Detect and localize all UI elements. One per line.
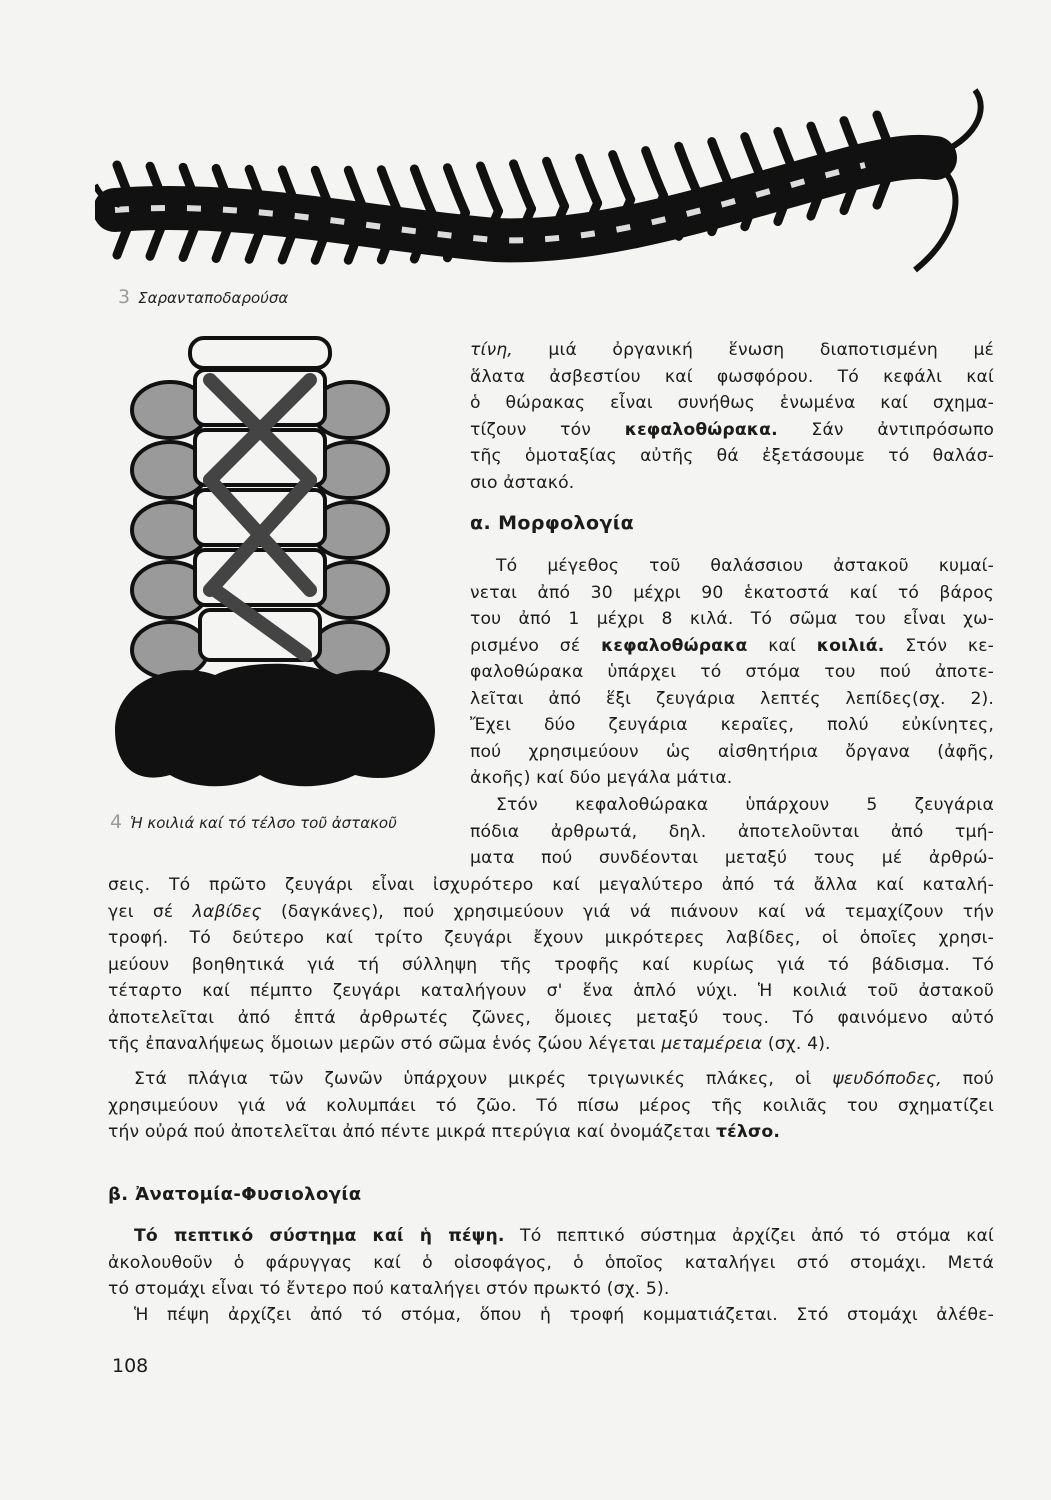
text-run: Στόν κεφαλοθώρακα ὑπάρχουν 5 ζευγάρια [496, 795, 994, 815]
centipede-leg [547, 161, 565, 206]
section-a-paragraph-2-wide [108, 872, 994, 1058]
text-run: τό στομάχι εἶναι τό ἔντερο πού καταλήγει στόν πρωκτό (σχ. 5). [108, 1279, 670, 1299]
text-run: Στόν κε- [884, 635, 994, 656]
text-line [108, 1223, 994, 1250]
text-line [108, 925, 994, 952]
text-line [470, 686, 994, 713]
text-line [108, 872, 994, 899]
section-b-paragraph-1 [108, 1223, 994, 1303]
text-run: Σάν ἀντιπρόσωπο [777, 419, 994, 440]
text-line [108, 1119, 994, 1146]
text-line [108, 978, 994, 1005]
text-run: Ἡ πέψη ἀρχίζει ἀπό τό στόμα, ὅπου ἡ τροφή κομματιάζεται. Στό στομάχι ἀλέθε- [134, 1305, 994, 1325]
text-run: νεται ἀπό 30 μέχρι 90 ἑκατοστά καί τό βάρος [470, 582, 994, 603]
section-a-paragraph-3 [108, 1066, 994, 1146]
text-run: πού [941, 1069, 994, 1089]
text-line [108, 1250, 994, 1277]
text-run: τῆς ἐπαναλήψεως ὅμοιων μερῶν στό σῶμα ἑνός ζώου λέγεται [108, 1034, 662, 1054]
text-run: ἀκολουθοῦν ὁ φάρυγγας καί ὁ οἰσοφάγος, ὁ ὁποῖος καταλήγει στό στομάχι. Μετά [108, 1252, 994, 1273]
text-run: ματα πού συνδέονται μεταξύ τους μέ ἀρθρώ- [470, 848, 994, 868]
text-line [108, 1066, 994, 1093]
text-line [108, 1031, 994, 1058]
text-run: καί [747, 635, 817, 656]
text-run: Τό πεπτικό σύστημα ἀρχίζει ἀπό τό στόμα καί [504, 1226, 994, 1246]
text-line [108, 1276, 994, 1303]
text-run: Στά πλάγια τῶν ζωνῶν ὑπάρχουν μικρές τριγωνικές πλάκες, οἱ [134, 1069, 833, 1089]
lobster-abdomen-illustration [95, 330, 455, 800]
centipede-leg [712, 142, 730, 187]
centipede-leg [514, 164, 532, 209]
intro-paragraph [470, 337, 994, 496]
text-run: του ἀπό 1 μέχρι 8 κιλά. Τό σῶμα του εἶναι χω- [470, 609, 994, 629]
text-run: Ἔχει δύο ζευγάρια κεραῖες, πολύ εὐκίνητες, [470, 715, 994, 735]
intro-line [470, 470, 994, 497]
intro-line [470, 417, 994, 444]
text-bold: Τό πεπτικό σύστημα καί ἡ πέψη. [134, 1226, 505, 1246]
centipede-leg [480, 166, 498, 211]
text-run: μιά ὀργανική ἕνωση διαποτισμένη μέ [512, 340, 994, 360]
intro-line [470, 364, 994, 391]
text-line [470, 845, 994, 872]
figure-3-caption-text: Σαρανταποδαρούσα [138, 289, 289, 307]
text-bold: κεφαλοθώρακα [601, 635, 748, 656]
text-run: φαλοθώρακα ὑπάρχει τό στόμα του πού ἀποτε- [470, 662, 994, 682]
text-run: χρησιμεύουν γιά νά κολυμπάει τό ζῶο. Τό πίσω μέρος τῆς κοιλιᾶς του σχηματίζει [108, 1095, 994, 1116]
section-a-paragraph-1 [470, 553, 994, 792]
centipede-illustration [95, 70, 1000, 305]
intro-line [470, 443, 994, 470]
text-line [470, 739, 994, 766]
text-run: ἀποτελεῖται ἀπό ἑπτά ἀρθρωτές ζῶνες, ὅμοιες μεταξύ τους. Τό φαινόμενο αὐτό [108, 1007, 994, 1028]
figure-4-number: 4 [110, 811, 123, 833]
text-line [470, 712, 994, 739]
text-run: σεις. Τό πρῶτο ζευγάρι εἶναι ἰσχυρότερο καί μεγαλύτερο ἀπό τά ἄλλα καί καταλή- [108, 875, 994, 895]
text-run: τροφή. Τό δεύτερο καί τρίτο ζευγάρι ἔχουν μικρότερες λαβίδες, οἱ ὁποῖες χρησι- [108, 928, 994, 948]
text-italic: μεταμέρεια [661, 1034, 763, 1054]
text-run: μεύουν βοηθητικά γιά τή σύλληψη τῆς τροφῆς καί κυρίως γιά τό βάδισμα. Τό [108, 954, 994, 975]
text-line [108, 1005, 994, 1032]
section-b-paragraph-2 [108, 1302, 994, 1329]
text-line [470, 553, 994, 580]
text-run: τίζουν τόν [470, 419, 625, 440]
page-number: 108 [112, 1355, 149, 1377]
figure-3-caption [118, 286, 288, 308]
intro-line [470, 390, 994, 417]
section-a-heading: α. Μορφολογία [470, 512, 635, 534]
text-line [108, 899, 994, 926]
text-run: τέταρτο καί πέμπτο ζευγάρι καταλήγουν σ' ἕνα ἁπλό νύχι. Ἡ κοιλιά τοῦ ἀστακοῦ [108, 981, 994, 1001]
text-run: ἀκοῆς) καί δύο μεγάλα μάτια. [470, 768, 733, 788]
text-line [470, 792, 994, 819]
text-run: ἅλατα ἀσβεστίου καί φωσφόρου. Τό κεφάλι καί [470, 366, 994, 387]
text-run: Τό μέγεθος τοῦ θαλάσσιου ἀστακοῦ κυμαί- [496, 556, 994, 576]
text-line [470, 765, 994, 792]
text-line [470, 819, 994, 846]
figure-4-caption-text: Ἡ κοιλιά καί τό τέλσο τοῦ ἀστακοῦ [130, 814, 397, 832]
text-line [470, 580, 994, 607]
section-a-paragraph-2-narrow [470, 792, 994, 872]
text-run: (σχ. 4). [762, 1034, 831, 1054]
text-run: πόδια ἀρθρωτά, δηλ. ἀποτελοῦνται ἀπό τμή- [470, 821, 994, 842]
text-run: τήν οὐρά πού ἀποτελεῖται ἀπό πέντε μικρά πτερύγια καί ὀνομάζεται [108, 1122, 716, 1142]
text-bold: τέλσο. [716, 1122, 781, 1142]
section-b-heading: β. Ἀνατομία-Φυσιολογία [108, 1184, 362, 1205]
text-run: πού χρησιμεύουν ὡς αἰσθητήρια ὄργανα (ἀφῆς, [470, 741, 994, 762]
text-bold: κεφαλοθώρακα. [624, 419, 778, 440]
text-run: (δαγκάνες), πού χρησιμεύουν γιά νά πιάνουν καί νά τεμαχίζουν τήν [261, 901, 994, 922]
text-bold: κοιλιά. [816, 635, 885, 656]
text-run: σιο ἀστακό. [470, 472, 575, 493]
centipede-leg [613, 155, 631, 200]
text-line [470, 659, 994, 686]
intro-line [470, 337, 994, 364]
centipede-leg [580, 158, 598, 203]
centipede-leg [447, 168, 465, 213]
text-italic: τίνη, [470, 340, 513, 360]
text-line [470, 606, 994, 633]
centipede-leg [646, 151, 664, 196]
text-italic: λαβίδες [192, 901, 262, 922]
text-run: ὁ θώρακας εἶναι συνήθως ἑνωμένα καί σχημα- [470, 393, 994, 413]
text-run: ρισμένο σέ [470, 635, 602, 656]
text-run: λεῖται ἀπό ἕξι ζευγάρια λεπτές λεπίδες(σχ. 2). [470, 688, 994, 709]
centipede-leg [414, 169, 432, 214]
text-line [108, 1302, 994, 1329]
text-run: τῆς ὁμοταξίας αὐτῆς θά ἐξετάσουμε τό θαλάσ- [470, 446, 994, 466]
centipede-leg [679, 146, 697, 191]
text-line [108, 1093, 994, 1120]
text-line [470, 633, 994, 660]
figure-3-number: 3 [118, 286, 131, 308]
figure-4-caption [110, 812, 410, 833]
text-line [108, 952, 994, 979]
text-italic: ψευδόποδες, [832, 1069, 942, 1089]
text-run: γει σέ [108, 901, 193, 922]
